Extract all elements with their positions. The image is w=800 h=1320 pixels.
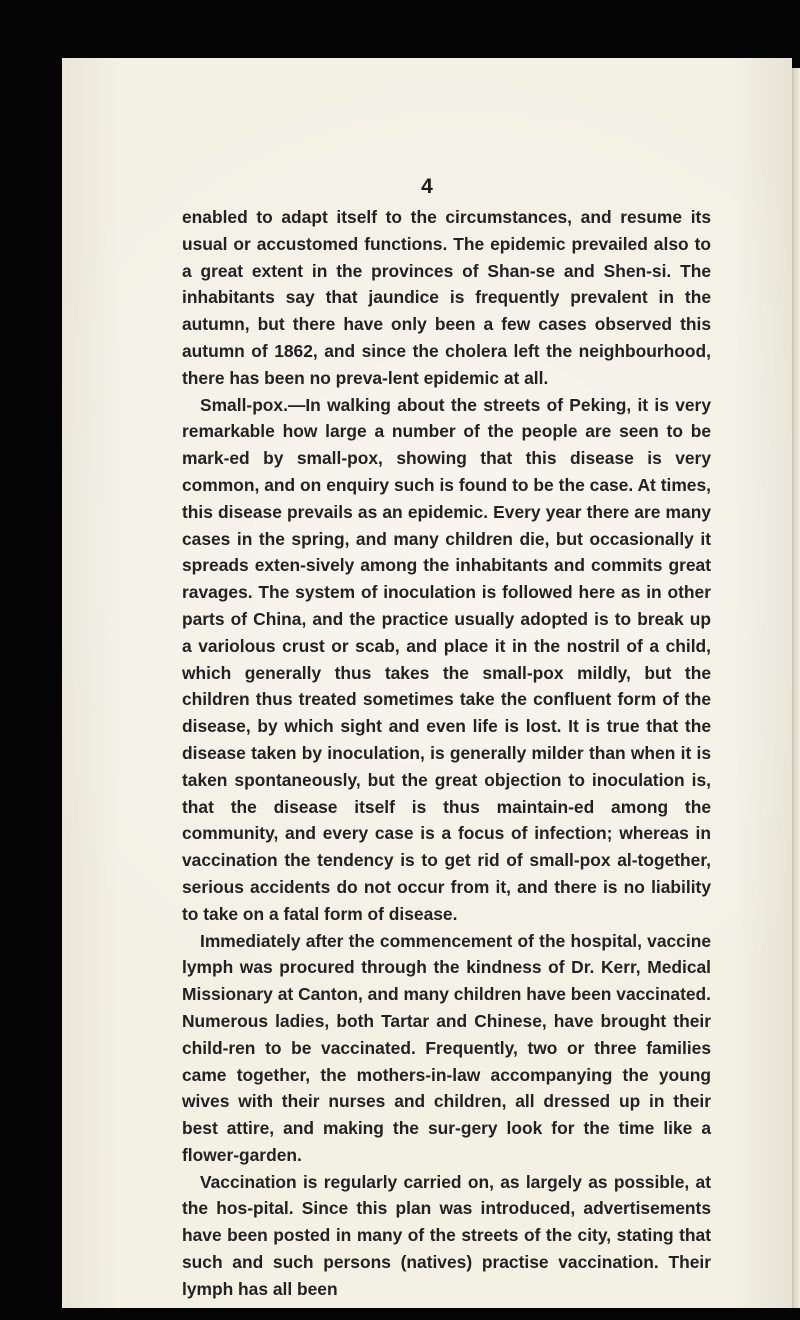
paragraph-4: Vaccination is regularly carried on, as largely as possible, at the hos-pital. Since this plan was introduced, advertisements have been posted in many of the streets of the city, stating that such and such persons (natives) practise vaccination. Their lymph has all been <box>182 1171 711 1299</box>
section-heading-small-pox: Small-pox. <box>200 394 288 415</box>
body-text <box>182 204 711 1303</box>
paragraph-2-text: —In walking about the streets of Peking, it is very remarkable how large a number of the people are seen to be mark-ed by small-pox, showing that this disease is very common, and on enquiry such is found to be the case. At times, this disease prevails as an epidemic. Every year there are many cases in the spring, and many children die, but occasionally it spreads exten-sively among the inhabitants and commits great ravages. The system of inoculation is followed here as in other parts of China, and the practice usually adopted is to break up a variolous crust or scab, and place it in the nostril of a child, which generally thus takes the small-pox mildly, but the children thus treated sometimes take the confluent form of the disease, by which sight and even life is lost. It is true that the disease taken by inoculation, is generally milder than when it is taken spontaneously, but the great objection to inoculation is, that the disease itself is thus maintain-ed among the community, and every case is a focus of infection; whereas in vaccination the tendency is to get rid of small-pox al-together, serious accidents do not occur from it, and there is no liability to take on a fatal form of disease. <box>182 394 711 924</box>
book-page <box>62 58 792 1308</box>
page-number: 4 <box>421 175 433 198</box>
paragraph-2 <box>182 392 711 928</box>
paragraph-1: enabled to adapt itself to the circumstances, and resume its usual or accustomed functions. The epidemic prevailed also to a great extent in the provinces of Shan-se and Shen-si. The inhabitants say that jaundice is frequently prevalent in the autumn, but there have only been a few cases observed this autumn of 1862, and since the cholera left the neighbourhood, there has been no preva-lent epidemic at all. <box>182 207 711 388</box>
paragraph-3: Immediately after the commencement of the hospital, vaccine lymph was procured through the kindness of Dr. Kerr, Medical Missionary at Canton, and many children have been vaccinated. Numerous ladies, both Tartar and Chinese, have brought their child-ren to be vaccinated. Frequently, two or three families came together, the mothers-in-law accompanying the young wives with their nurses and children, all dressed up in their best attire, and making the sur-gery look for the time like a flower-garden. <box>182 930 711 1165</box>
